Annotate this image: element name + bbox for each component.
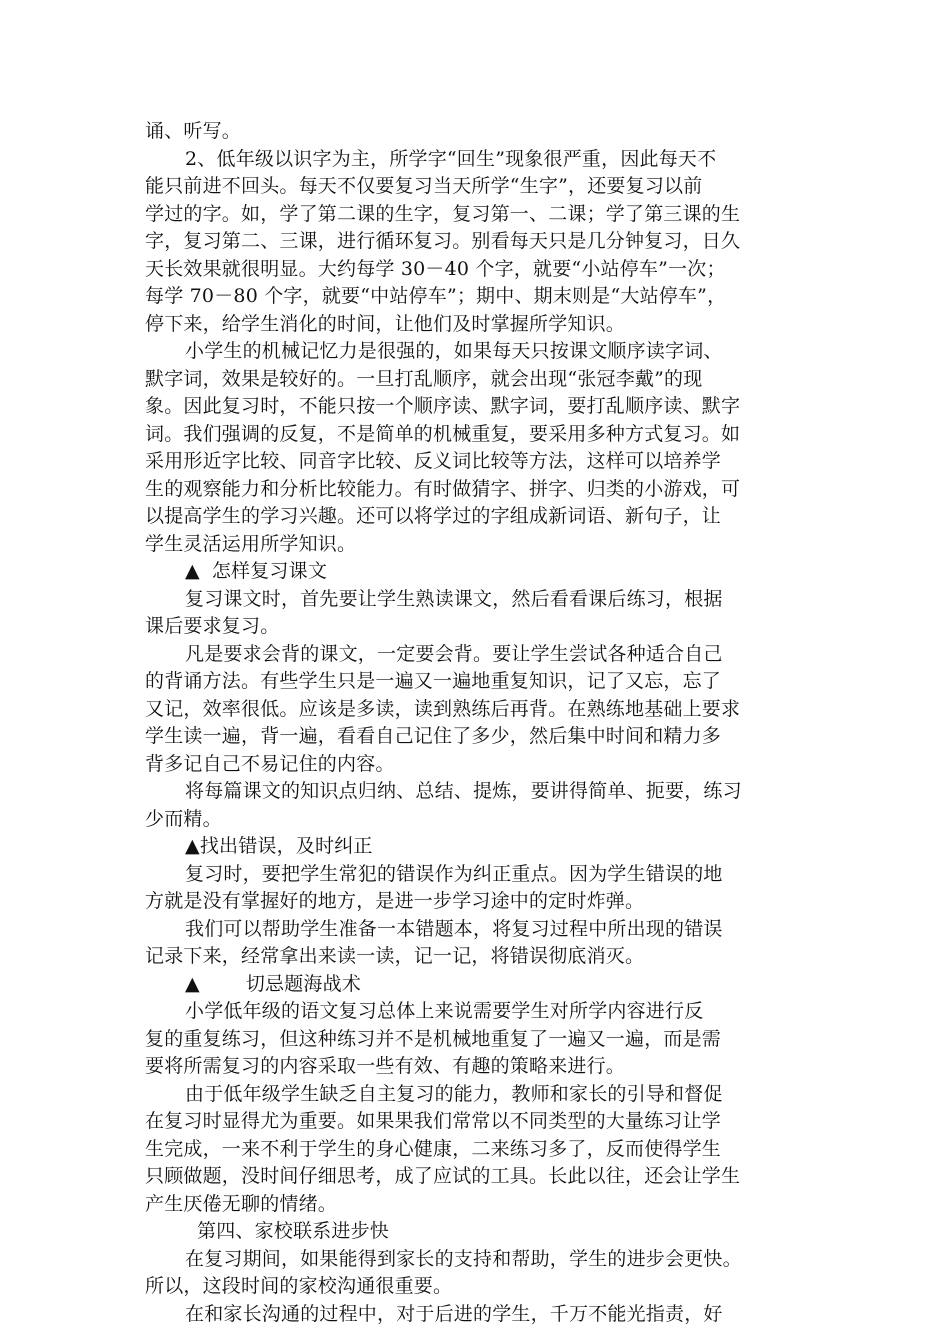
text-line: 在复习期间，如果能得到家长的支持和帮助，学生的进步会更快。 <box>185 1247 742 1270</box>
text-line: 的背诵方法。有些学生只是一遍又一遍地重复知识，记了又忘，忘了 <box>145 670 722 692</box>
text-line: 由于低年级学生缺乏自主复习的能力，教师和家长的引导和督促 <box>185 1082 723 1105</box>
text-line: 诵、听写。 <box>145 120 242 142</box>
text-line: 产生厌倦无聊的情绪。 <box>145 1192 338 1215</box>
text-line: 课后要求复习。 <box>145 615 280 637</box>
text-line: 复习课文时，首先要让学生熟读课文，然后看看课后练习，根据 <box>185 587 723 610</box>
text-line: 每学 70－80 个字，就要“中站停车”；期中、期末则是“大站停车”， <box>145 285 727 307</box>
heading-text: 找出错误，及时纠正 <box>199 835 373 857</box>
text-line: 小学低年级的语文复习总体上来说需要学生对所学内容进行反 <box>185 1000 704 1022</box>
section-heading <box>145 558 817 586</box>
text-line: 凡是要求会背的课文，一定要会背。要让学生尝试各种适合自己 <box>185 642 723 665</box>
section-heading <box>145 971 817 999</box>
text-line: 方就是没有掌握好的地方，是进一步学习途中的定时炸弹。 <box>145 890 645 912</box>
text-line: 在和家长沟通的过程中，对于后进的学生，千万不能光指责，好 <box>185 1302 723 1325</box>
text-line: 字，复习第二、三课，进行循环复习。别看每天只是几分钟复习，日久 <box>145 230 741 252</box>
text-line: 学过的字。如，学了第二课的生字，复习第一、二课；学了第三课的生 <box>145 202 741 225</box>
heading-text: 切忌题海战术 <box>245 972 362 995</box>
text-line: 将每篇课文的知识点归纳、总结、提炼，要讲得简单、扼要，练习 <box>185 780 742 802</box>
text-line: 要将所需复习的内容采取一些有效、有趣的策略来进行。 <box>145 1055 626 1077</box>
section-heading <box>145 1218 817 1246</box>
triangle-up-icon: ▲ <box>185 835 200 857</box>
text-line: 天长效果就很明显。大约每学 30－40 个字，就要“小站停车”一次； <box>145 257 726 280</box>
text-line: 只顾做题，没时间仔细思考，成了应试的工具。长此以往，还会让学生 <box>145 1165 741 1187</box>
text-line: 背多记自己不易记住的内容。 <box>145 752 395 775</box>
text-line: 少而精。 <box>145 807 222 830</box>
text-line: 记录下来，经常拿出来读一读，记一记，将错误彻底消灭。 <box>145 945 645 967</box>
text-line: 以提高学生的学习兴趣。还可以将学过的字组成新词语、新句子，让 <box>145 505 722 527</box>
text-line: 我们可以帮助学生准备一本错题本，将复习过程中所出现的错误 <box>185 917 723 940</box>
text-line: 生的观察能力和分析比较能力。有时做猜字、拼字、归类的小游戏，可 <box>145 477 741 500</box>
triangle-up-icon: ▲ <box>185 972 200 995</box>
text-line: 学生灵活运用所学知识。 <box>145 532 357 555</box>
text-line: 默字词，效果是较好的。一旦打乱顺序，就会出现“张冠李戴”的现 <box>145 367 703 390</box>
text-line: 所以，这段时间的家校沟通很重要。 <box>145 1275 453 1297</box>
text-line: 学生读一遍，背一遍，看看自己记住了多少，然后集中时间和精力多 <box>145 725 722 747</box>
text-line: 象。因此复习时，不能只按一个顺序读、默字词，要打乱顺序读、默字 <box>145 395 741 417</box>
text-line: 词。我们强调的反复，不是简单的机械重复，要采用多种方式复习。如 <box>145 422 741 445</box>
text-line: 能只前进不回头。每天不仅要复习当天所学“生字”，还要复习以前 <box>145 175 703 197</box>
heading-text: 怎样复习课文 <box>211 560 328 582</box>
text-line: 采用形近字比较、同音字比较、反义词比较等方法，这样可以培养学 <box>145 450 722 472</box>
text-line: 停下来，给学生消化的时间，让他们及时掌握所学知识。 <box>145 312 626 335</box>
text-line: 又记，效率很低。应该是多读，读到熟练后再背。在熟练地基础上要求 <box>145 697 741 720</box>
document-body <box>145 118 817 1328</box>
section-heading <box>145 833 817 861</box>
text-line: 小学生的机械记忆力是很强的，如果每天只按课文顺序读字词、 <box>185 340 723 362</box>
text-line: 复习时，要把学生常犯的错误作为纠正重点。因为学生错误的地 <box>185 862 723 885</box>
text-line: 在复习时显得尤为重要。如果果我们常常以不同类型的大量练习让学 <box>145 1110 722 1132</box>
text-line: 生完成，一来不利于学生的身心健康，二来练习多了，反而使得学生 <box>145 1137 722 1160</box>
text-line: 2、低年级以识字为主，所学字“回生”现象很严重，因此每天不 <box>185 147 717 170</box>
heading-text: 第四、家校联系进步快 <box>197 1220 390 1242</box>
text-line: 复的重复练习，但这种练习并不是机械地重复了一遍又一遍，而是需 <box>145 1027 722 1050</box>
triangle-up-icon: ▲ <box>185 560 200 582</box>
